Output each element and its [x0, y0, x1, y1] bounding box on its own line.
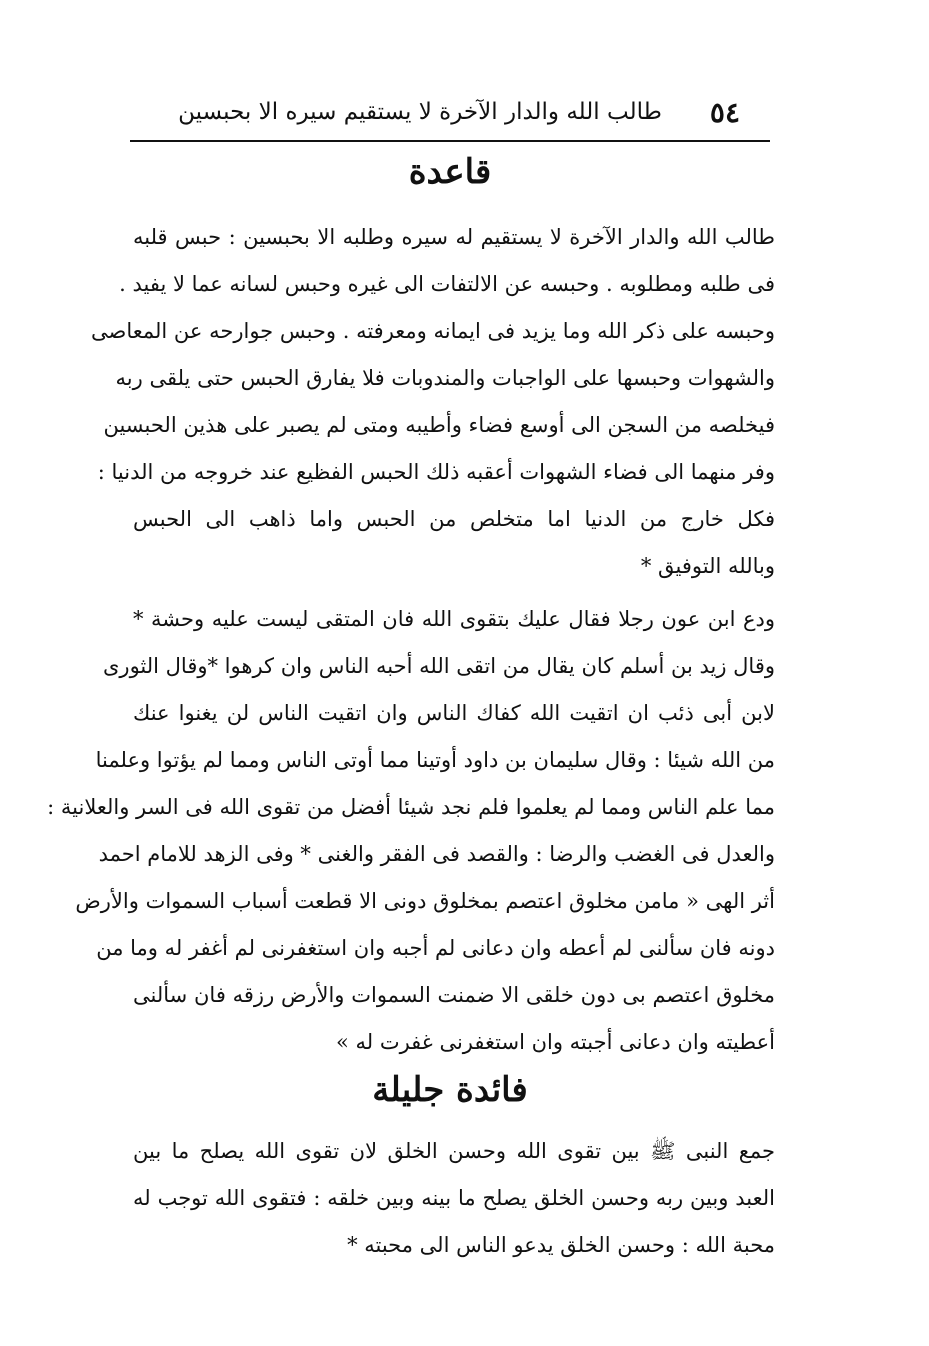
text-line: فكل خارج من الدنيا اما متخلص من الحبس واما ذاهب الى الحبس — [133, 507, 775, 531]
text-line: العبد وبين ربه وحسن الخلق يصلح ما بينه وبين خلقه : فتقوى الله توجب له — [133, 1186, 775, 1210]
text-line: محبة الله : وحسن الخلق يدعو الناس الى محبته * — [347, 1233, 775, 1257]
text-line: جمع النبى ﷺ بين تقوى الله وحسن الخلق لان تقوى الله يصلح ما بين — [133, 1139, 775, 1163]
text-line: ودع ابن عون رجلا فقال عليك بتقوى الله فان المتقى ليست عليه وحشة * — [133, 607, 775, 631]
paragraph-faida — [133, 1128, 775, 1269]
text-line: والشهوات وحبسها على الواجبات والمندوبات فلا يفارق الحبس حتى يلقى ربه — [115, 366, 775, 390]
running-head — [130, 88, 770, 136]
text-line: مما علم الناس ومما لم يعلموا فلم نجد شيئا أفضل من تقوى الله فى السر والعلانية : — [47, 795, 775, 819]
text-line: من الله شيئا : وقال سليمان بن داود أوتينا مما أوتى الناس ومما لم يؤتوا وعلمنا — [95, 748, 775, 772]
header-rule — [130, 140, 770, 142]
paragraph-taqwa — [47, 596, 775, 1066]
text-line: مخلوق اعتصم بى دون خلقى الا ضمنت السموات والأرض رزقه فان سألنى — [133, 983, 775, 1007]
page-number: ٥٤ — [709, 95, 740, 129]
text-line: فى طلبه ومطلوبه . وحبسه عن الالتفات الى غيره وحبس لسانه عما لا يفيد . — [119, 272, 775, 296]
text-line: والعدل فى الغضب والرضا : والقصد فى الفقر والغنى * وفى الزهد للامام احمد — [98, 842, 775, 866]
text-line: أعطيته وان دعانى أجبته وان استغفرنى غفرت له » — [335, 1030, 775, 1054]
section-heading-qaida: قاعدة — [408, 152, 492, 192]
text-line: لابن أبى ذئب ان اتقيت الله كفاك الناس وان اتقيت الناس لن يغنوا عنك — [133, 701, 775, 725]
text-line: طالب الله والدار الآخرة لا يستقيم له سيره وطلبه الا بحبسين : حبس قلبه — [133, 225, 775, 249]
text-line: أثر الهى « مامن مخلوق اعتصم بمخلوق دونى الا قطعت أسباب السموات والأرض — [75, 889, 775, 913]
section-heading-faida: فائدة جليلة — [372, 1070, 528, 1110]
text-line: وقال زيد بن أسلم كان يقال من اتقى الله أحبه الناس وان كرهوا *وقال الثورى — [103, 654, 775, 678]
running-title: طالب الله والدار الآخرة لا يستقيم سيره الا بحبسين — [178, 99, 662, 125]
text-line: فيخلصه من السجن الى أوسع فضاء وأطيبه ومتى لم يصبر على هذين الحبسين — [103, 413, 775, 437]
text-line: وفر منهما الى فضاء الشهوات أعقبه ذلك الحبس الفظيع عند خروجه من الدنيا : — [97, 460, 775, 484]
text-line: دونه فان سألنى لم أعطه وان دعانى لم أجبه وان استغفرنى لم أغفر له وما من — [96, 936, 775, 960]
text-line: وحبسه على ذكر الله وما يزيد فى ايمانه ومعرفته . وحبس جوارحه عن المعاصى — [91, 319, 775, 343]
text-line: وبالله التوفيق * — [640, 554, 775, 578]
paragraph-qaida — [91, 214, 775, 590]
